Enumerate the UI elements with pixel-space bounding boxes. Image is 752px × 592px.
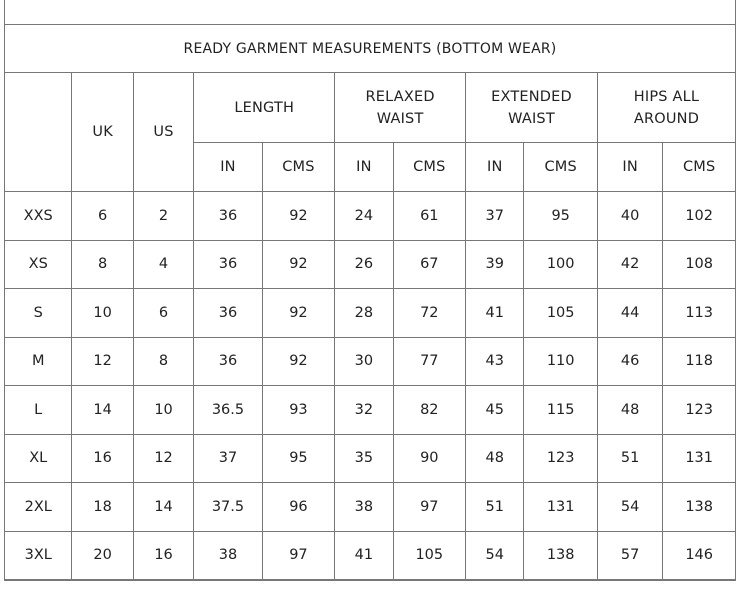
length-header-label: LENGTH — [234, 99, 295, 116]
uk-cell: 18 — [72, 483, 133, 532]
size-cell: 2XL — [5, 483, 72, 532]
hips-in-cell: 46 — [597, 337, 662, 386]
uk-cell: 10 — [72, 289, 133, 338]
us-cell: 16 — [133, 531, 193, 580]
hips-cms-cell: 118 — [663, 337, 736, 386]
length-in-header: IN — [194, 143, 262, 192]
us-cell: 14 — [133, 483, 193, 532]
extended-waist-in-cell: 37 — [466, 192, 524, 241]
relaxed-in-header: IN — [335, 143, 393, 192]
uk-cell: 6 — [72, 192, 133, 241]
hips-cms-cell: 102 — [663, 192, 736, 241]
length-cms-cell: 97 — [262, 531, 334, 580]
extended-waist-cms-cell: 95 — [524, 192, 597, 241]
uk-cell: 8 — [72, 240, 133, 289]
size-rows — [5, 192, 736, 580]
relaxed-waist-cms-cell: 90 — [393, 434, 465, 483]
relaxed-waist-in-cell: 26 — [335, 240, 393, 289]
length-cms-header: CMS — [262, 143, 334, 192]
length-cms-cell: 92 — [262, 289, 334, 338]
extended-cms-header: CMS — [524, 143, 597, 192]
hips-in-cell: 54 — [597, 483, 662, 532]
extended-waist-in-cell: 54 — [466, 531, 524, 580]
table-row — [5, 289, 736, 338]
length-in-cell: 36.5 — [194, 386, 262, 435]
length-cms-cell: 95 — [262, 434, 334, 483]
extended-waist-cms-cell: 115 — [524, 386, 597, 435]
us-cell: 12 — [133, 434, 193, 483]
relaxed-waist-cms-cell: 105 — [393, 531, 465, 580]
us-cell: 4 — [133, 240, 193, 289]
length-cms-cell: 92 — [262, 337, 334, 386]
table-row — [5, 386, 736, 435]
table-row — [5, 531, 736, 580]
extended-waist-cms-cell: 131 — [524, 483, 597, 532]
extended-waist-in-cell: 48 — [466, 434, 524, 483]
us-cell: 2 — [133, 192, 193, 241]
extended-waist-cms-cell: 138 — [524, 531, 597, 580]
relaxed-cms-header: CMS — [393, 143, 465, 192]
size-cell: S — [5, 289, 72, 338]
length-in-cell: 36 — [194, 240, 262, 289]
extended-waist-in-cell: 39 — [466, 240, 524, 289]
size-cell: XS — [5, 240, 72, 289]
relaxed-waist-in-cell: 24 — [335, 192, 393, 241]
length-in-cell: 37.5 — [194, 483, 262, 532]
relaxed-waist-cms-cell: 77 — [393, 337, 465, 386]
length-cms-cell: 92 — [262, 192, 334, 241]
length-cms-cell: 93 — [262, 386, 334, 435]
size-header-empty — [5, 73, 72, 192]
hips-in-cell: 51 — [597, 434, 662, 483]
table-row — [5, 483, 736, 532]
extended-waist-cms-cell: 105 — [524, 289, 597, 338]
uk-cell: 12 — [72, 337, 133, 386]
relaxed-waist-cms-cell: 72 — [393, 289, 465, 338]
uk-cell: 20 — [72, 531, 133, 580]
relaxed-waist-in-cell: 32 — [335, 386, 393, 435]
relaxed-waist-cms-cell: 61 — [393, 192, 465, 241]
size-cell: L — [5, 386, 72, 435]
length-cms-cell: 92 — [262, 240, 334, 289]
hips-in-cell: 42 — [597, 240, 662, 289]
extended-waist-cms-cell: 100 — [524, 240, 597, 289]
extended-waist-in-cell: 51 — [466, 483, 524, 532]
relaxed-waist-in-cell: 30 — [335, 337, 393, 386]
hips-in-cell: 44 — [597, 289, 662, 338]
us-cell: 8 — [133, 337, 193, 386]
hips-cms-cell: 138 — [663, 483, 736, 532]
relaxed-waist-in-cell: 35 — [335, 434, 393, 483]
size-cell: XXS — [5, 192, 72, 241]
hips-in-cell: 57 — [597, 531, 662, 580]
size-chart-table — [4, 24, 736, 580]
extended-waist-cms-cell: 123 — [524, 434, 597, 483]
hips-header — [597, 73, 735, 143]
extended-waist-in-cell: 43 — [466, 337, 524, 386]
length-in-cell: 36 — [194, 289, 262, 338]
us-cell: 10 — [133, 386, 193, 435]
length-in-cell: 36 — [194, 192, 262, 241]
length-in-cell: 37 — [194, 434, 262, 483]
extended-waist-in-cell: 45 — [466, 386, 524, 435]
hips-in-header: IN — [597, 143, 662, 192]
table-title: READY GARMENT MEASUREMENTS (BOTTOM WEAR) — [5, 25, 736, 73]
hips-header-label: HIPS ALL AROUND — [633, 88, 700, 127]
extended-waist-in-cell: 41 — [466, 289, 524, 338]
extended-in-header: IN — [466, 143, 524, 192]
hips-cms-cell: 108 — [663, 240, 736, 289]
size-cell: XL — [5, 434, 72, 483]
relaxed-waist-cms-cell: 97 — [393, 483, 465, 532]
size-cell: M — [5, 337, 72, 386]
hips-in-cell: 48 — [597, 386, 662, 435]
extended-waist-header — [466, 73, 598, 143]
uk-cell: 14 — [72, 386, 133, 435]
relaxed-waist-cms-cell: 82 — [393, 386, 465, 435]
relaxed-waist-header-label: RELAXED WAIST — [365, 88, 435, 127]
extended-waist-cms-cell: 110 — [524, 337, 597, 386]
hips-cms-cell: 123 — [663, 386, 736, 435]
relaxed-waist-header — [335, 73, 466, 143]
length-in-cell: 36 — [194, 337, 262, 386]
length-cms-cell: 96 — [262, 483, 334, 532]
relaxed-waist-in-cell: 28 — [335, 289, 393, 338]
uk-header: UK — [72, 73, 133, 192]
table-row — [5, 192, 736, 241]
us-cell: 6 — [133, 289, 193, 338]
hips-in-cell: 40 — [597, 192, 662, 241]
table-row — [5, 240, 736, 289]
relaxed-waist-cms-cell: 67 — [393, 240, 465, 289]
size-cell: 3XL — [5, 531, 72, 580]
length-header — [194, 73, 335, 143]
us-header: US — [133, 73, 193, 192]
hips-cms-header: CMS — [663, 143, 736, 192]
hips-cms-cell: 146 — [663, 531, 736, 580]
extended-waist-header-label: EXTENDED WAIST — [491, 88, 572, 127]
uk-cell: 16 — [72, 434, 133, 483]
table-row — [5, 434, 736, 483]
relaxed-waist-in-cell: 38 — [335, 483, 393, 532]
table-row — [5, 337, 736, 386]
hips-cms-cell: 113 — [663, 289, 736, 338]
length-in-cell: 38 — [194, 531, 262, 580]
hips-cms-cell: 131 — [663, 434, 736, 483]
relaxed-waist-in-cell: 41 — [335, 531, 393, 580]
